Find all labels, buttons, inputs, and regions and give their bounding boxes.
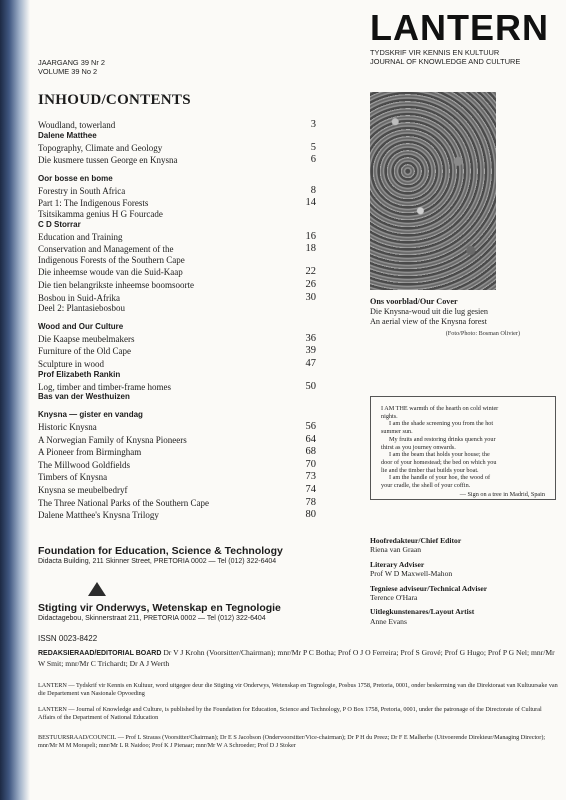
toc-entry-line: Die kusmere tussen George en Knysna xyxy=(38,155,178,166)
staff-list xyxy=(370,536,560,631)
toc-entry-line: Bosbou in Suid-Afrika xyxy=(38,292,120,303)
toc-entry-title xyxy=(38,510,294,521)
toc-entry xyxy=(38,447,316,458)
toc-entry xyxy=(38,510,316,521)
tree-poem-box xyxy=(370,396,556,500)
toc-entry xyxy=(38,382,316,403)
toc-entry xyxy=(38,422,316,433)
contents-title: INHOUD/CONTENTS xyxy=(38,92,191,108)
poem-line: I am the handle of your hoe, the wood of xyxy=(389,474,491,482)
toc-entry-line: Die tien belangrikste inheemse boomsoorte xyxy=(38,279,194,290)
toc-entry-line: Die Kaapse meubelmakers xyxy=(38,333,135,344)
poem-line: your cradle, the shell of your coffin. xyxy=(381,482,471,490)
poem-line: My fruits and restoring drinks quench your xyxy=(389,435,496,443)
toc-page-number: 8 xyxy=(310,184,316,196)
toc-entry-title xyxy=(38,267,294,278)
toc-entry-title xyxy=(38,359,294,380)
toc-page-number: 3 xyxy=(310,119,316,130)
stigting-name: Stigting vir Onderwys, Wetenskap en Tegnologie xyxy=(38,602,281,614)
toc-entry-title xyxy=(38,472,294,483)
toc-entry xyxy=(38,485,316,496)
toc-page-number: 6 xyxy=(310,154,316,166)
lantern-logo: LANTERN xyxy=(370,7,549,48)
board-members: Dr V J Krohn (Voorsitter/Chairman); mnr/Mr P C Botha; Prof O J O Ferreira; Prof S Grové; Prof G Hugo; Prof P G Nel; mnr/Mr W Smit; mnr/Mr C Trichardt; Dr A J Werth xyxy=(38,648,555,668)
toc-page-number: 70 xyxy=(305,458,316,470)
volume-afrikaans: JAARGANG 39 Nr 2 xyxy=(38,58,105,67)
toc-entry xyxy=(38,198,316,229)
poem-line: thirst as you journey onwards. xyxy=(381,443,456,451)
poem-line: lie and the timber that builds your boat. xyxy=(381,466,479,474)
toc-entry-title xyxy=(38,346,294,357)
board-label: REDAKSIERAAD/EDITORIAL BOARD xyxy=(38,650,162,657)
toc-entry-line: Timbers of Knysna xyxy=(38,472,108,483)
poem-line: door of your homestead; the bed on which you xyxy=(381,458,497,466)
binding-shadow xyxy=(0,0,30,800)
toc-entry-title xyxy=(38,120,294,141)
foundation-name: Foundation for Education, Science & Technology xyxy=(38,545,283,557)
toc-entry-line: Log, timber and timber-frame homes xyxy=(38,381,172,392)
poem-line: I am the shade screening you from the hot xyxy=(389,420,494,428)
toc-entry-line: Education and Training xyxy=(38,231,123,242)
toc-entry-title xyxy=(38,143,294,154)
foundation-address: Didacta Building, 211 Skinner Street, PRETORIA 0002 — Tel (012) 322-6404 xyxy=(38,558,277,565)
staff-name: Terence O'Hara xyxy=(370,593,418,603)
toc-section-heading: Wood and Our Culture xyxy=(38,321,124,331)
table-of-contents xyxy=(38,120,316,523)
toc-page-number: 50 xyxy=(305,380,316,392)
fine-print-council: BESTUURSRAAD/COUNCIL — Prof L Strauss (Voorsitter/Chairman); Dr E S Jacobson (Ondervoorsitter/Vice-chairman); Dr P H du Preez; Dr F E Malherbe (Uitvoerende Direkteur/Managing Director); mnr/Mr M M Morapeli; mnr/Mr L R Naidoo; Prof K J Pienaar; mnr/Mr W A Schroeder; Prof D J Stoker xyxy=(38,734,546,749)
toc-entry xyxy=(38,435,316,446)
toc-entry xyxy=(38,143,316,154)
toc-entry-title xyxy=(38,460,294,471)
toc-entry-author: Dalene Matthee xyxy=(38,130,97,140)
toc-page-number: 36 xyxy=(305,332,316,344)
toc-page-number: 78 xyxy=(305,496,316,508)
staff-name: Riena van Graan xyxy=(370,545,422,555)
toc-entry xyxy=(38,460,316,471)
volume-info xyxy=(38,58,105,76)
toc-entry xyxy=(38,472,316,483)
toc-entry xyxy=(38,498,316,509)
toc-page-number: 18 xyxy=(305,243,316,255)
toc-page-number: 68 xyxy=(305,446,316,458)
toc-entry-title xyxy=(38,435,294,446)
toc-page-number: 73 xyxy=(305,471,316,483)
toc-entry-line: A Norwegian Family of Knysna Pioneers xyxy=(38,434,187,445)
staff-role: Literary Adviser xyxy=(370,559,425,569)
toc-entry-line: Tsitsikamma genius H G Fourcade xyxy=(38,208,163,219)
cover-photo xyxy=(370,92,496,290)
cover-heading: Ons voorblad/Our Cover xyxy=(370,297,458,306)
toc-entry-author: C D Storrar xyxy=(38,219,81,229)
toc-entry-title xyxy=(38,382,294,403)
staff-role: Hoofredakteur/Chief Editor xyxy=(370,536,462,545)
poem-line: summer sun. xyxy=(381,428,413,436)
toc-entry-line: Sculpture in wood xyxy=(38,358,104,369)
toc-entry xyxy=(38,293,316,314)
toc-page-number: 39 xyxy=(305,345,316,357)
toc-entry xyxy=(38,186,316,197)
toc-page-number: 74 xyxy=(305,484,316,496)
toc-entry-author: Bas van der Westhuizen xyxy=(38,392,130,402)
toc-entry-line: Deel 2: Plantasiebosbou xyxy=(38,303,125,314)
toc-page-number: 64 xyxy=(305,433,316,445)
photo-credit: (Foto/Photo: Bosman Olivier) xyxy=(445,330,520,337)
stigting-address: Didactagebou, Skinnerstraat 211, PRETORIA 0002 — Tel (012) 322-6404 xyxy=(38,615,266,622)
fine-print-afrikaans: LANTERN — Tydskrif vir Kennis en Kultuur, word uitgegee deur die Stigting vir Onderwys, Wetenskap en Tegnologie, Posbus 1758, Pretoria, 0001, onder beskerming van die Direktoraat van Kultuursake van die Departement van Nasionale Opvoeding xyxy=(38,682,558,697)
toc-entry-title xyxy=(38,293,294,314)
toc-page-number: 47 xyxy=(305,357,316,369)
toc-entry-line: Conservation and Management of the xyxy=(38,244,174,255)
toc-entry-author: Prof Elizabeth Rankin xyxy=(38,369,121,379)
poem-signature: — Sign on a tree in Madrid, Spain xyxy=(459,490,545,498)
issn: ISSN 0023-8422 xyxy=(38,634,98,643)
editorial-board xyxy=(38,648,558,668)
toc-entry-line: A Pioneer from Birmingham xyxy=(38,447,142,458)
toc-entry xyxy=(38,359,316,380)
toc-section-heading: Knysna — gister en vandag xyxy=(38,410,143,420)
toc-entry-line: Indigenous Forests of the Southern Cape xyxy=(38,254,185,265)
toc-entry-line: The Millwood Goldfields xyxy=(38,459,130,470)
toc-entry-line: Topography, Climate and Geology xyxy=(38,142,163,153)
fine-print-english: LANTERN — Journal of Knowledge and Culture, is published by the Foundation for Education, Science and Technology, P O Box 1758, Pretoria, 0001, under the patronage of the Directorate of Cultural Affairs of the Department of National Education xyxy=(38,706,542,721)
toc-entry-title xyxy=(38,447,294,458)
cover-caption xyxy=(370,297,560,339)
toc-page-number: 56 xyxy=(305,421,316,433)
toc-page-number: 5 xyxy=(310,141,316,153)
toc-entry xyxy=(38,120,316,141)
masthead xyxy=(370,8,560,66)
toc-page-number: 30 xyxy=(305,291,316,303)
staff-role: Uitlegkunstenares/Layout Artist xyxy=(370,607,475,617)
toc-section-heading: Oor bosse en bome xyxy=(38,173,113,183)
toc-entry-title xyxy=(38,334,294,345)
toc-entry xyxy=(38,244,316,265)
foundation-triangle-logo xyxy=(88,582,106,596)
toc-entry-title xyxy=(38,498,294,509)
stigting-block xyxy=(38,602,348,623)
foundation-block xyxy=(38,545,338,566)
toc-entry-line: Woudland, towerland xyxy=(38,120,116,130)
staff-name: Anne Evans xyxy=(370,616,407,626)
toc-entry xyxy=(38,346,316,357)
cover-line-afrikaans: Die Knysna-woud uit die lug gesien xyxy=(370,307,489,316)
poem-line: nights. xyxy=(381,412,398,420)
volume-english: VOLUME 39 No 2 xyxy=(38,67,98,76)
toc-entry-title xyxy=(38,485,294,496)
tagline-english: JOURNAL OF KNOWLEDGE AND CULTURE xyxy=(370,57,521,66)
toc-entry-line: Forestry in South Africa xyxy=(38,185,126,196)
staff-name: Prof W D Maxwell-Mahon xyxy=(370,569,453,579)
toc-page-number: 80 xyxy=(305,509,316,521)
toc-entry-line: The Three National Parks of the Southern Cape xyxy=(38,497,210,508)
toc-page-number: 22 xyxy=(305,266,316,278)
poem-line: I AM THE warmth of the hearth on cold winter xyxy=(381,405,499,412)
tagline-afrikaans: TYDSKRIF VIR KENNIS EN KULTUUR xyxy=(370,48,500,57)
toc-page-number: 16 xyxy=(305,230,316,242)
toc-entry-title xyxy=(38,280,294,291)
toc-entry xyxy=(38,232,316,243)
toc-entry xyxy=(38,280,316,291)
toc-entry-line: Part 1: The Indigenous Forests xyxy=(38,198,149,209)
toc-entry xyxy=(38,334,316,345)
toc-entry-title xyxy=(38,244,294,265)
toc-entry-line: Knysna se meubelbedryf xyxy=(38,485,128,496)
toc-entry xyxy=(38,155,316,166)
toc-entry-line: Dalene Matthee's Knysna Trilogy xyxy=(38,510,159,521)
poem-line: I am the beam that holds your house; the xyxy=(389,451,490,459)
cover-line-english: An aerial view of the Knysna forest xyxy=(370,317,487,326)
toc-entry-title xyxy=(38,422,294,433)
toc-page-number: 26 xyxy=(305,278,316,290)
toc-page-number: 14 xyxy=(305,197,316,209)
toc-entry xyxy=(38,267,316,278)
toc-entry-line: Historic Knysna xyxy=(38,422,97,433)
toc-entry-title xyxy=(38,198,294,229)
staff-role: Tegniese adviseur/Technical Adviser xyxy=(370,583,488,593)
toc-entry-title xyxy=(38,186,294,197)
toc-entry-line: Die inheemse woude van die Suid-Kaap xyxy=(38,267,183,278)
toc-entry-line: Furniture of the Old Cape xyxy=(38,346,131,357)
toc-entry-title xyxy=(38,232,294,243)
toc-entry-title xyxy=(38,155,294,166)
